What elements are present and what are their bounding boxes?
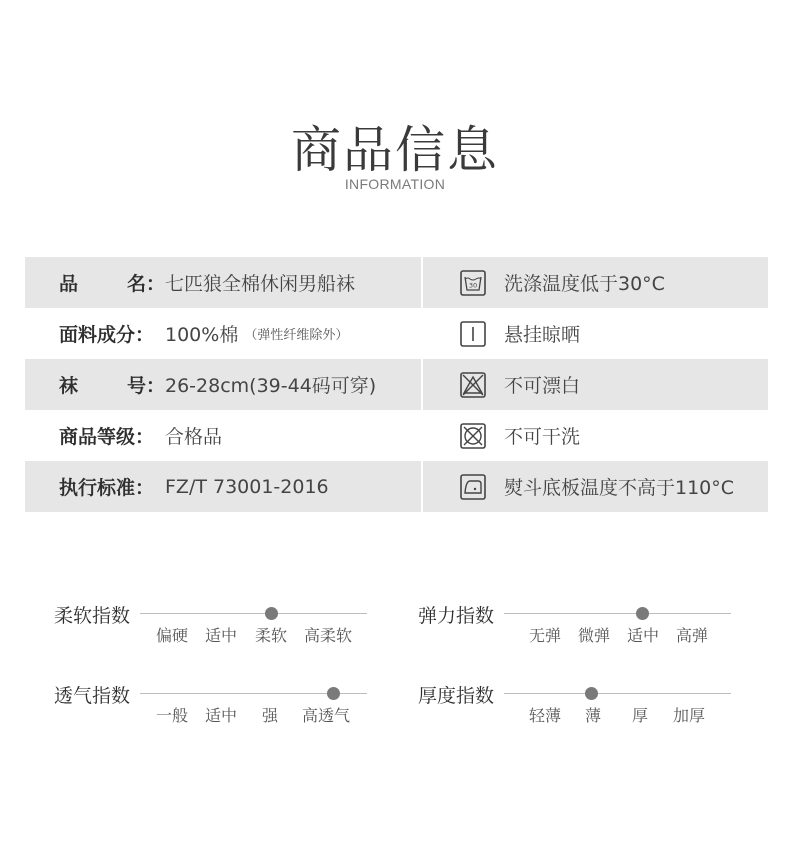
scale-option: 一般 bbox=[155, 706, 189, 725]
breathability-scale bbox=[54, 681, 374, 731]
care-cell bbox=[423, 308, 768, 359]
label-char: 品 bbox=[59, 273, 79, 295]
spec-cell bbox=[25, 257, 421, 308]
care-cell bbox=[423, 359, 768, 410]
scale-indicator-dot bbox=[265, 607, 278, 620]
spec-value-name: 七匹狼全棉休闲男船袜 bbox=[165, 273, 356, 295]
label-char: 名： bbox=[126, 273, 165, 295]
spec-cell bbox=[25, 359, 421, 410]
no-bleach-icon bbox=[460, 372, 486, 398]
table-row bbox=[25, 359, 768, 410]
care-text: 悬挂晾晒 bbox=[504, 324, 581, 346]
label-char: 号： bbox=[126, 375, 165, 397]
care-text: 不可漂白 bbox=[504, 375, 581, 397]
scale-option: 高透气 bbox=[301, 706, 351, 725]
care-cell bbox=[423, 410, 768, 461]
spec-label-name bbox=[59, 269, 165, 296]
scale-option: 高柔软 bbox=[303, 626, 353, 645]
hang-dry-icon bbox=[460, 321, 486, 347]
spec-cell bbox=[25, 308, 421, 359]
scale-line bbox=[504, 613, 731, 614]
thickness-scale bbox=[418, 681, 738, 731]
product-info-table bbox=[25, 257, 768, 512]
scale-option: 薄 bbox=[584, 706, 602, 725]
spec-label-standard: 执行标准： bbox=[59, 477, 155, 499]
spec-value-grade: 合格品 bbox=[165, 426, 223, 448]
scale-option: 厚 bbox=[631, 706, 649, 725]
spec-value-standard: FZ/T 73001-2016 bbox=[165, 475, 329, 498]
scale-indicator-dot bbox=[585, 687, 598, 700]
scale-option: 高弹 bbox=[675, 626, 709, 645]
care-text: 洗涤温度低于30°C bbox=[504, 273, 665, 295]
scale-option: 强 bbox=[261, 706, 279, 725]
scale-option: 偏硬 bbox=[155, 626, 189, 645]
spec-cell bbox=[25, 410, 421, 461]
no-dry-clean-icon bbox=[460, 423, 486, 449]
care-text: 不可干洗 bbox=[504, 426, 581, 448]
elasticity-scale bbox=[418, 601, 738, 651]
scale-title: 柔软指数 bbox=[54, 605, 131, 627]
scale-option: 柔软 bbox=[254, 626, 288, 645]
label-char: 袜 bbox=[59, 375, 79, 397]
scale-title: 透气指数 bbox=[54, 685, 131, 707]
scale-option: 适中 bbox=[626, 626, 660, 645]
scale-option: 加厚 bbox=[672, 706, 706, 725]
care-text: 熨斗底板温度不高于110°C bbox=[504, 477, 735, 499]
iron-icon bbox=[460, 474, 486, 500]
scale-indicator-dot bbox=[636, 607, 649, 620]
spec-label-grade: 商品等级： bbox=[59, 426, 155, 448]
table-row bbox=[25, 410, 768, 461]
care-cell bbox=[423, 257, 768, 308]
spec-value-fabric: 100%棉 bbox=[165, 324, 239, 346]
scale-line bbox=[504, 693, 731, 694]
scale-option: 无弹 bbox=[528, 626, 562, 645]
spec-note-fabric: （弹性纤维除外） bbox=[244, 328, 349, 343]
scale-title: 厚度指数 bbox=[418, 685, 495, 707]
spec-label-fabric: 面料成分： bbox=[59, 324, 155, 346]
page-title: 商品信息 bbox=[291, 121, 499, 179]
softness-scale bbox=[54, 601, 374, 651]
spec-label-size bbox=[59, 371, 165, 398]
page-subtitle: INFORMATION bbox=[344, 176, 446, 192]
scale-option: 微弹 bbox=[577, 626, 611, 645]
wash-30-icon bbox=[460, 270, 486, 296]
scale-line bbox=[140, 613, 367, 614]
table-row bbox=[25, 308, 768, 359]
svg-text:30: 30 bbox=[468, 281, 478, 289]
care-cell bbox=[423, 461, 768, 512]
spec-cell bbox=[25, 461, 421, 512]
scale-option: 适中 bbox=[204, 626, 238, 645]
table-row bbox=[25, 257, 768, 308]
spec-value-size: 26-28cm(39-44码可穿) bbox=[165, 375, 377, 397]
table-row bbox=[25, 461, 768, 512]
scale-title: 弹力指数 bbox=[418, 605, 495, 627]
scale-indicator-dot bbox=[327, 687, 340, 700]
scale-option: 轻薄 bbox=[528, 706, 562, 725]
scale-option: 适中 bbox=[204, 706, 238, 725]
